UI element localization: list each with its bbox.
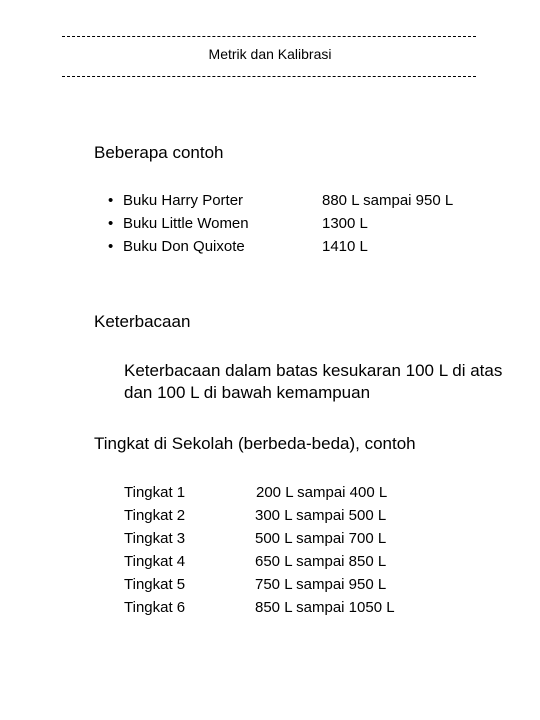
table-row	[124, 530, 444, 553]
table-row	[124, 553, 444, 576]
grade-name: Tingkat 1	[124, 484, 186, 501]
book-title: Buku Don Quixote	[123, 238, 245, 255]
book-range: 880 L sampai 950 L	[322, 192, 454, 209]
grade-name: Tingkat 2	[124, 507, 186, 524]
list-item	[108, 238, 488, 261]
grade-name: Tingkat 5	[124, 576, 186, 593]
readability-description: Keterbacaan dalam batas kesukaran 100 L di atas dan 100 L di bawah kemampuan	[124, 361, 503, 402]
grades-heading: Tingkat di Sekolah (berbeda-beda), contoh	[94, 434, 416, 453]
book-title: Buku Little Women	[123, 215, 249, 232]
bullet-icon: •	[108, 215, 114, 232]
grade-range: 850 L sampai 1050 L	[255, 599, 395, 616]
grade-name: Tingkat 3	[124, 530, 186, 547]
grade-range: 650 L sampai 850 L	[255, 553, 387, 570]
bullet-icon: •	[108, 192, 114, 209]
header-top-divider	[62, 36, 476, 37]
book-range: 1300 L	[322, 215, 368, 232]
bullet-icon: •	[108, 238, 114, 255]
table-row	[124, 507, 444, 530]
grade-name: Tingkat 4	[124, 553, 186, 570]
example-list	[108, 192, 488, 261]
grade-range: 200 L sampai 400 L	[256, 484, 388, 501]
grade-table	[124, 484, 444, 622]
header-bottom-divider	[62, 76, 476, 77]
table-row	[124, 484, 444, 507]
list-item	[108, 192, 488, 215]
list-item	[108, 215, 488, 238]
grade-range: 500 L sampai 700 L	[255, 530, 387, 547]
table-row	[124, 599, 444, 622]
examples-heading: Beberapa contoh	[94, 143, 224, 162]
grade-name: Tingkat 6	[124, 599, 186, 616]
book-range: 1410 L	[322, 238, 368, 255]
grade-range: 300 L sampai 500 L	[255, 507, 387, 524]
grade-range: 750 L sampai 950 L	[255, 576, 387, 593]
book-title: Buku Harry Porter	[123, 192, 244, 209]
page-title: Metrik dan Kalibrasi	[208, 46, 332, 62]
table-row	[124, 576, 444, 599]
readability-heading: Keterbacaan	[94, 312, 191, 331]
